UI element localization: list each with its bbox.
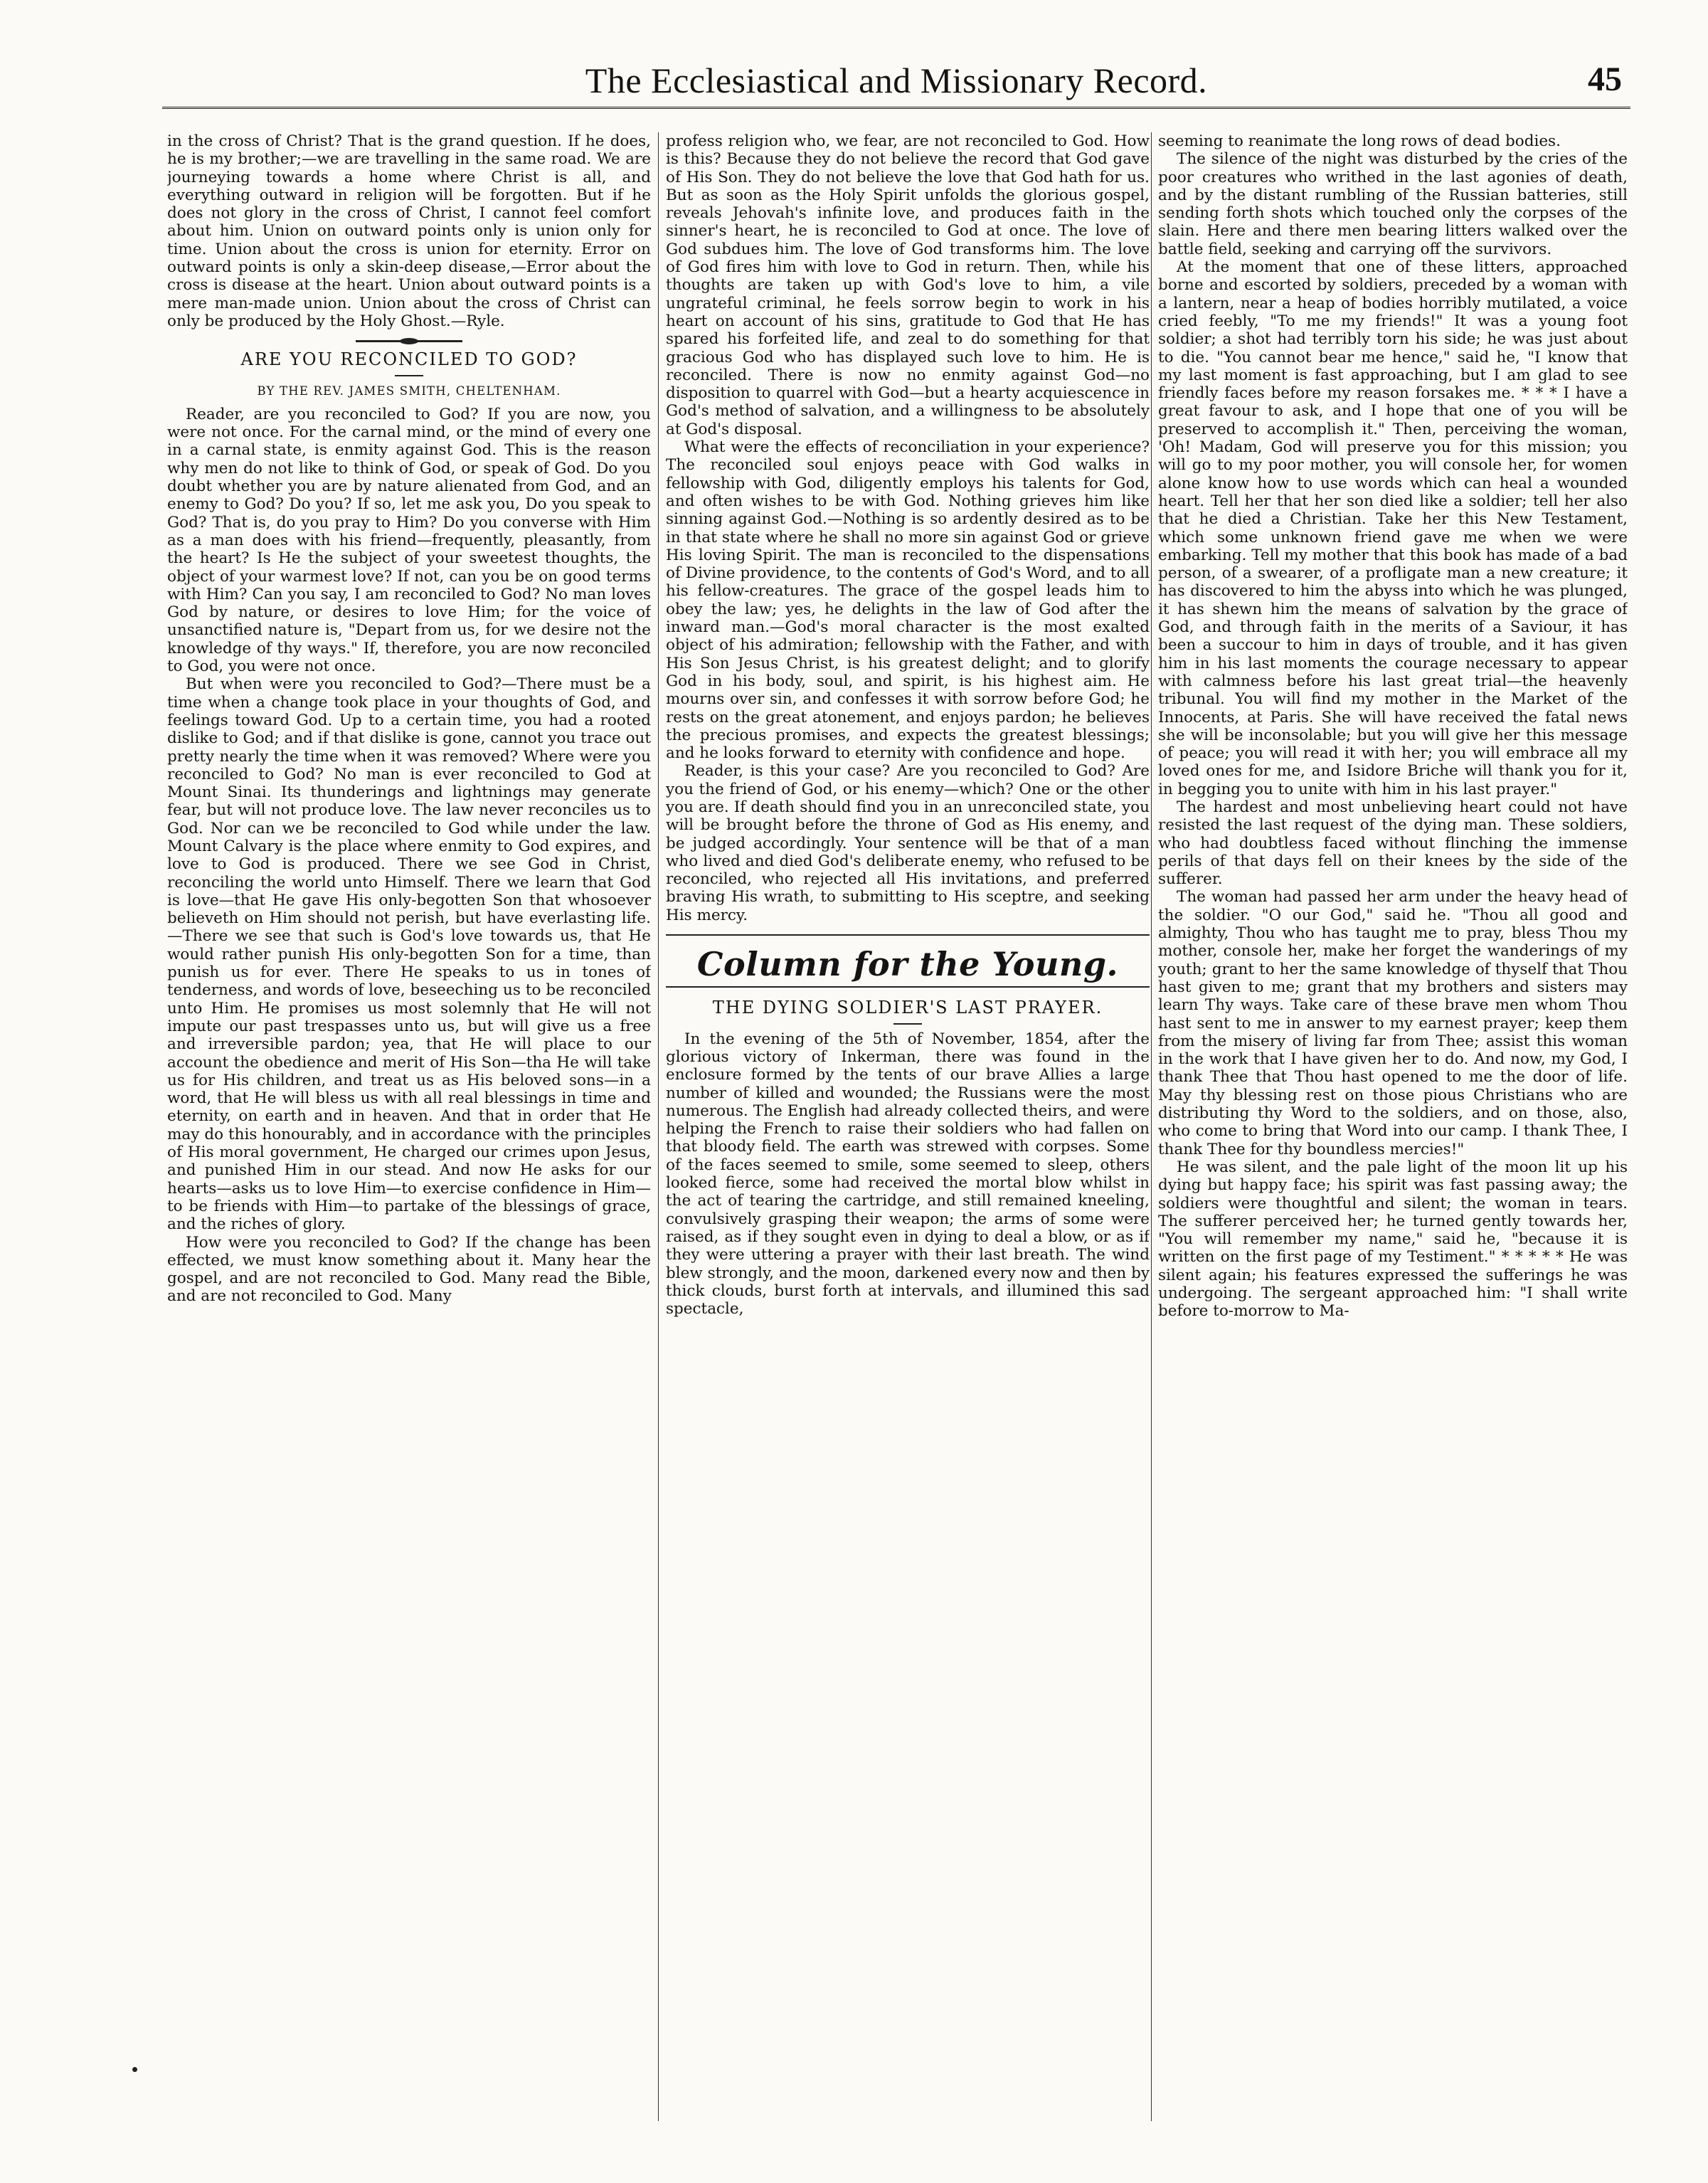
story-paragraph: At the moment that one of these litters, approached borne and escorted by soldiers, preceded by a woman with a lantern, near a heap of bodies horribly mutilated, a voice cried feebly, "To me my friends!" It was a young foot soldier; a shot had terribly torn his side; he was just about to die. "You cannot bear me hence," said he, "I know that my last moment is fast approaching, but I am glad to see friendly faces before my reason forsakes me. * * * I have a great favour to ask, and I hope that one of you will be preserved to accomplish it." Then, perceiving the woman, 'Oh! Madam, God will preserve you for this mission; you will go to my poor mother, you will console her, for women alone know how to use words which can heal a wounded heart. Tell her that her son died like a soldier; tell her also that he died a Christian. Take her this New Testament, which some unknown friend gave me when we were embarking. Tell my mother that this book has made of a bad person, of a swearer, of a profligate man a new creature; it has discovered to him the abyss into which he was plunged, it has shewn him the means of salvation by the grace of God, and through faith in the merits of a Saviour, it has been a succour to him in days of trouble, and it has given him in his last moments the courage necessary to appear with calmness before his last great trial—the heavenly tribunal. You will find my mother in the Market of the Innocents, at Paris. She will have received the fatal news she will be inconsolable; but you will give her this message of peace; you will read it with her; you will embrace all my loved ones for me, and Isidore Briche will thank you for it, in begging you to unite with him in his last prayer." (1158, 258, 1628, 798)
story-paragraph: seeming to reanimate the long rows of dead bodies. (1158, 132, 1561, 150)
story-paragraph: The woman had passed her arm under the heavy head of the soldier. "O our God," said he. "Thou all good and almighty, Thou who has taught me to pray, bless Thou my mother, console her, make her forget the wanderings of my youth; grant to her the same knowledge of thyself that Thou hast given to me; grant that my brothers and sisters may learn Thy ways. Take care of these brave men whom Thou hast sent to me in answer to my earnest prayer; keep them from the misery of living far from Thee; assist this woman in the work that I have given her to do. And now, my God, I thank Thee that Thou hast opened to me the door of life. May thy blessing rest on those pious Christians who are distributing thy Word to the soldiers, and on those, also, who come to bring that Word into our camp. I thank Thee, I thank Thee for thy boundless mercies!" (1158, 888, 1628, 1158)
article-paragraph: Reader, is this your case? Are you reconciled to God? Are you the friend of God, or his enemy—which? One or the other you are. If death should find you in an unreconciled state, you will be brought before the throne of God as His enemy, and be judged accordingly. Your sentence will be that of a man who lived and died God's deliberate enemy, who refused to be reconciled, who rejected all His invitations, and preferred braving His wrath, to submitting to His sceptre, and seeking His mercy. (666, 762, 1150, 924)
ryle-quote-paragraph: in the cross of Christ? That is the grand question. If he does, he is my brother;—we are travelling in the same road. We are journeying towards a home where Christ is all, and everything outward in religion will be forgotten. But if he does not glory in the cross of Christ, I cannot feel comfort about him. Union on outward points only is union only for time. Union about the cross is union for eternity. Error on outward points is only a skin-deep disease,—Error about the cross is disease at the heart. Union about outward points is a mere man-made union. Union about the cross of Christ can only be produced by the Holy Ghost.—Ryle. (167, 132, 651, 330)
column-middle (666, 132, 1150, 2125)
section-ornament (356, 340, 462, 342)
section-rule (666, 934, 1150, 936)
article-paragraph: profess religion who, we fear, are not reconciled to God. How is this? Because they do not believe the record that God gave of His Son. They do not believe the love that God hath for us. But as soon as the Holy Spirit unfolds the glorious gospel, reveals Jehovah's infinite love, and produces faith in the sinner's heart, he is reconciled to God at once. The love of God subdues him. The love of God transforms him. The love of God fires him with love to God in return. Then, while his thoughts are taken up with God's love to him, a vile ungrateful criminal, he feels sorrow begin to work in his heart on account of his sins, gratitude to God that He has spared his forfeited life, and zeal to do something for that gracious God who has displayed such love to him. He is reconciled. There is now no enmity against God—no disposition to quarrel with God—but a hearty acquiescence in God's method of salvation, and a willingness to be absolutely at God's disposal. (666, 132, 1150, 438)
article-byline: BY THE REV. JAMES SMITH, CHELTENHAM. (257, 384, 561, 398)
article-paragraph: Reader, are you reconciled to God? If you are now, you were not once. For the carnal mind, or the mind of every one in a carnal state, is enmity against God. This is the reason why men do not like to think of God, or speak of God. Do you doubt whether you are by nature alienated from God, and an enemy to God? Do you? If so, let me ask you, Do you speak to God? That is, do you pray to Him? Do you converse with Him as a man does with his friend—frequently, pleasantly, from the heart? Is He the subject of your sweetest thoughts, the object of your warmest love? If not, can you be on good terms with Him? Can you say, I am reconciled to God? No man loves God by nature, or desires to love Him; for the voice of unsanctified nature is, "Depart from us, for we desire not the knowledge of thy ways." If, therefore, you are now reconciled to God, you were not once. (167, 405, 651, 676)
article-title: ARE YOU RECONCILED TO GOD? (240, 349, 578, 370)
column-divider (1151, 132, 1152, 2121)
story-paragraph: The hardest and most unbelieving heart could not have resisted the last request of the dying man. These soldiers, who had doubtless faced without flinching the immense perils of that days fell on their knees by the side of the sufferer. (1158, 798, 1628, 889)
title-rule (893, 1023, 922, 1025)
column-heading: Column for the Young. (696, 945, 1119, 984)
article-paragraph: How were you reconciled to God? If the change has been effected, we must know something about it. Many hear the gospel, and are not reconciled to God. Many read the Bible, and are not reconciled to God. Many (167, 1233, 651, 1306)
title-rule (395, 375, 423, 376)
story-title: THE DYING SOLDIER'S LAST PRAYER. (712, 998, 1103, 1018)
page-header (164, 60, 1629, 105)
article-paragraph: But when were you reconciled to God?—There must be a time when a change took place in your thoughts of God, and feelings toward God. Up to a certain time, you had a rooted dislike to God; and if that dislike is gone, cannot you trace out pretty nearly the time when it was removed? Where were you reconciled to God? No man is ever reconciled to God at Mount Sinai. Its thunderings and lightnings may generate fear, but will not produce love. The law never reconciles us to God. Nor can we be reconciled to God while under the law. Mount Calvary is the place where enmity to God expires, and love to God is produced. There we see God in Christ, reconciling the world unto Himself. There we learn that God is love—that He gave His only-begotten Son that whosoever believeth on Him should not perish, but have everlasting life.—There we see that such is God's love towards us, that He would rather punish His only-begotten Son for a time, than punish us for ever. There He speaks to us in tones of tenderness, and words of love, beseeching us to be reconciled unto Him. He promises us most solemnly that He will not impute our past trespasses unto us, but will give us a free and irreversible pardon; yea, that He will place to our account the obedience and merit of His Son—tha He will take us for His children, and treat us as His beloved sons—in a word, that He will bless us with all real blessings in time and eternity, on earth and in heaven. And that in order that He may do this honourably, and in accordance with the principles of His moral government, He charged our crimes upon Jesus, and punished Him in our stead. And now He asks for our hearts—asks us to love Him—to exercise confidence in Him—to be friends with Him—to partake of the blessings of grace, and the riches of glory. (167, 675, 651, 1234)
story-paragraph: In the evening of the 5th of November, 1854, after the glorious victory of Inkerman, there was found in the enclosure formed by the tents of our brave Allies a large number of killed and wounded; the Russians were the most numerous. The English had already collected theirs, and were helping the French to raise their soldiers who had fallen on that bloody field. The earth was strewed with corpses. Some of the faces seemed to smile, some seemed to sleep, others looked fierce, some had received the mortal blow whilst in the act of tearing the cartridge, and still remained kneeling, convulsively grasping their weapon; the arms of some were raised, as if they sought even in dying to deal a blow, or as if they were uttering a prayer with their last breath. The wind blew strongly, and the moon, darkened every now and then by thick clouds, burst forth at intervals, and illumined this sad spectacle, (666, 1030, 1150, 1318)
section-rule (666, 986, 1150, 988)
header-rule (162, 107, 1630, 109)
story-paragraph: The silence of the night was disturbed by the cries of the poor creatures who writhed in the last agonies of death, and by the distant rumbling of the Russian batteries, still sending forth shots which touched only the corpses of the slain. Here and there men bearing litters walked over the battle field, seeking and carrying off the survivors. (1158, 150, 1628, 258)
article-paragraph: What were the effects of reconciliation in your experience? The reconciled soul enjoys peace with God walks in fellowship with God, diligently employs his talents for God, and often wishes to be with God. Nothing grieves him like sinning against God.—Nothing is so ardently desired as to be in that state where he shall no more sin against God or grieve His loving Spirit. The man is reconciled to the dispensations of Divine providence, to the contents of God's Word, and to all his fellow-creatures. The grace of the gospel leads him to obey the law; yes, he delights in the law of God after the inward man.—God's moral character is the most exalted object of his admiration; fellowship with the Father, and with His Son Jesus Christ, is his greatest delight; and to glorify God in his body, soul, and spirit, is his highest aim. He mourns over sin, and confesses it with sorrow before God; he rests on the great atonement, and enjoys pardon; he believes the precious promises, and expects the greatest blessings; and he looks forward to eternity with confidence and hope. (666, 438, 1150, 763)
story-paragraph: He was silent, and the pale light of the moon lit up his dying but happy face; his spirit was fast passing away; the soldiers were thoughtful and silent; the woman in tears. The sufferer perceived her; he turned gently towards her, "You will remember my name," said he, "because it is written on the first page of my Testiment." * * * * * He was silent again; his features expressed the sufferings he was undergoing. The sergeant approached him: "I shall write before to-morrow to Ma- (1158, 1158, 1628, 1321)
page-number: 45 (1588, 60, 1622, 98)
column-divider (658, 132, 659, 2121)
column-left (167, 132, 651, 2125)
journal-title: The Ecclesiastical and Missionary Record. (585, 60, 1208, 100)
margin-dot (132, 2067, 137, 2072)
column-right (1158, 132, 1628, 2125)
